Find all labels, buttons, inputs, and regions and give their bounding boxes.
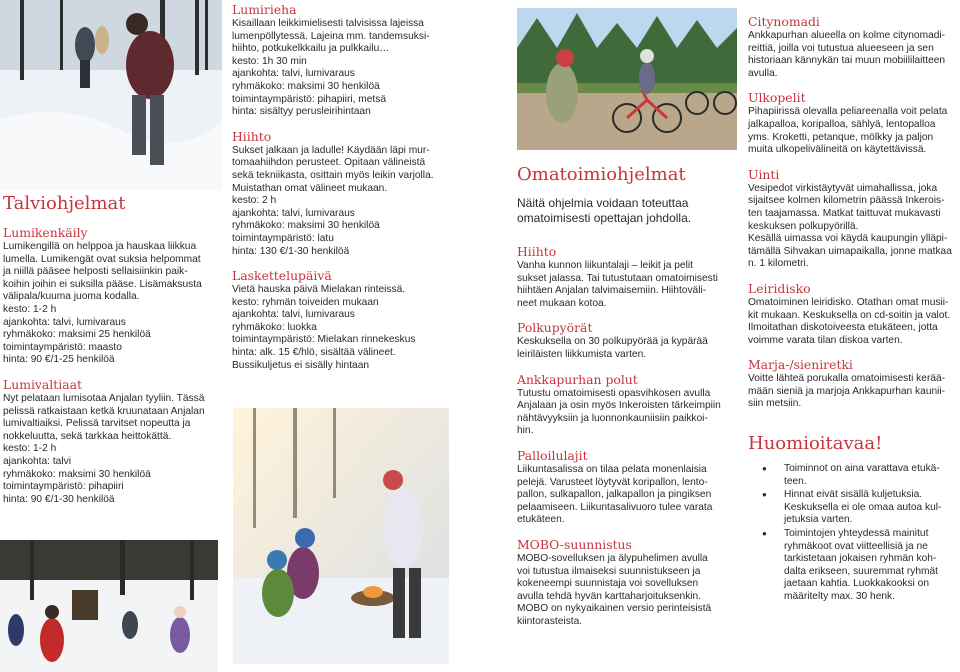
snowshoeing-title: Lumikenkäily [3, 225, 88, 240]
citynomad-title: Citynomadi [748, 14, 820, 29]
winter-programs-heading: Talviohjelmat [3, 193, 126, 214]
snow-rulers-body: Nyt pelataan lumisotaa Anjalan tyyliin. Tässä pelissä ratkaistaan ketkä kruunataan Anjalan lumivaltiaiksi. Pelissä tarvitset nopeutta ja nokkeluutta, sekä tarkkaa heittokättä. kesto: 1-2 h ajankohta: talvi ryhmäkoko: maksimi 30 henkilöä toimintaympäristö: pihapiiri hinta: 90 €/1-30 henkilöä [3, 392, 205, 505]
downhill-day-title: Laskettelupäivä [232, 268, 332, 284]
column-winter-programs-2 [230, 0, 452, 672]
swimming-title: Uinti [748, 166, 780, 182]
camp-disco-body: Omatoiminen leiridisko. Otathan omat musii- kit mukaan. Keskuksella on cd-soitin ja valot. Ilmoitathan diskotoiveesta etukäteen, jotta voimme varata tilan diskoa varten. [748, 296, 951, 346]
ball-games-title: Palloilulajit [517, 447, 588, 463]
mobo-orienteering-title: MOBO-suunnistus [517, 536, 632, 552]
bicycles-body: Keskuksella on 30 polkupyörää ja kypärää leiriläisten liikkumista varten. [517, 336, 708, 360]
outdoor-games-title: Ulkopelit [748, 90, 806, 106]
snowshoe-hiking-photo [0, 0, 222, 190]
self-guided-heading: Omatoimiohjelmat [517, 164, 686, 185]
bicycles-title: Polkupyörät [517, 320, 593, 336]
snow-rulers-title: Lumivaltiaat [3, 376, 82, 392]
self-guided-intro: Näitä ohjelmia voidaan toteuttaa omatoimisesti opettajan johdolla. [517, 196, 692, 225]
camp-disco-title: Leiridisko [748, 280, 811, 296]
snow-frolic-title: Lumirieha [232, 2, 297, 17]
notice-list [748, 463, 960, 604]
snowshoeing-body: Lumikengillä on helppoa ja hauskaa liikkua lumella. Lumikengät ovat suksia helpommat ja niillä pääsee helposti sellaisiinkin paik- koihin joihin ei suksilla pääse. Lisämaksusta välipala/kuuma juoma kodalla. kesto: 1-2 h ajankohta: talvi, lumivaraus ryhmäkoko: maksimi 25 henkilöä toimintaympäristö: maasto hinta: 90 €/1-25 henkilöä [3, 241, 202, 366]
list-item: ● Hinnat eivät sisällä kuljetuksia. Keskuksella ei ole omaa autoa kul- jetuksia varten. [784, 489, 960, 527]
skiing-body: Sukset jalkaan ja ladulle! Käydään läpi mur- tomaahiihdon perusteet. Opitaan välineistä sekä tekniikasta, osittain myös leikin varjolla. Muistathan omat välineet mukaan. kesto: 2 h ajankohta: talvi, lumivaraus ryhmäkoko: maksimi 30 henkilöä toimintaympäristö: latu hinta: 130 €/1-30 henkilöä [232, 144, 434, 257]
skiing-title: Hiihto [232, 128, 272, 144]
ankkapurha-paths-title: Ankkapurhan polut [517, 371, 638, 387]
mobo-orienteering-body: MOBO-sovelluksen ja älypuhelimen avulla voi tutustua ilmaiseksi suunnistukseen ja kokeneempi suunnistaja voi sovelluksen avulla tehdä hyvän karttaharjoituksenkin. MOBO on nykyaikainen versio perinteisistä kiintorasteista. [517, 552, 712, 627]
notice-heading: Huomioitavaa! [748, 433, 883, 455]
ball-games-body: Liikuntasalissa on tilaa pelata monenlaisia pelejä. Varusteet löytyvät koripallon, lento- pallon, sulkapallon, jalkapallon ja pingiksen pelaamiseen. Liikuntasalivuoro tulee varata etukäteen. [517, 463, 713, 526]
column-winter-programs [0, 0, 222, 672]
swimming-body: Vesipedot virkistäytyvät uimahallissa, joka sijaitsee kolmen kilometrin päässä Inkerois- ten taajamassa. Matkat taittuvat mukavasti keskuksen polkupyörillä. Kesällä uimassa voi käydä kaupungin ylläpi- tämällä Sihvakan uimapaikalla, jonne matkaa n. 1 kilometri. [748, 182, 952, 270]
campfire-children-photo [233, 408, 449, 664]
self-skiing-body: Vanha kunnon liikuntalaji – leikit ja pelit sukset jalassa. Tai tutustutaan omatoimisesti hiihtäen Anjalan talvimaisemiin. Hiihtoväli- neet mukaan kotoa. [517, 260, 718, 309]
self-skiing-title: Hiihto [517, 244, 557, 259]
list-item: ● Toimintojen yhteydessä mainitut ryhmäkoot ovat viitteellisiä ja ne tarkistetaan jokaisen ryhmän koh- dalta erikseen, suuremmat ryhmät jaetaan kahtia. Luokkakooksi on määritelty max. 30 henk. [784, 528, 960, 604]
snow-game-photo [0, 540, 218, 672]
ankkapurha-paths-body: Tutustu omatoimisesti opasvihkosen avulla Anjalaan ja osin myös Inkeroisten tärkeimpiin nähtävyyksiin ja luonnonkauniisiin paikkoi- hin. [517, 387, 721, 437]
list-item: ● Toiminnot on aina varattava etukä- teen. [784, 463, 960, 488]
column-activities [747, 0, 960, 672]
cycling-photo [517, 8, 737, 150]
berry-mushroom-trip-body: Voitte lähteä porukalla omatoimisesti kerää- mään sieniä ja marjoja Ankkapurhan kaunii- siin metsiin. [748, 373, 946, 410]
outdoor-games-body: Pihapiirissä olevalla peliareenalla voit pelata jalkapalloa, koripalloa, sählyä, lentopalloa yms. Kroketti, petanque, mölkky ja paljon muita ulkopelivälineitä on käytettävissä. [748, 106, 948, 156]
berry-mushroom-trip-title: Marja-/sieniretki [748, 357, 853, 373]
citynomad-body: Ankkapurhan alueella on kolme citynomadi- reittiä, joilla voi tutustua alueeseen ja sen historiaan kännykän tai muun mobiililaitteen avulla. [748, 30, 946, 79]
downhill-day-body: Vietä hauska päivä Mielakan rinteissä. kesto: ryhmän toiveiden mukaan ajankohta: talvi, lumivaraus ryhmäkoko: luokka toimintaympäristö: Mielakan rinnekeskus hinta: alk. 15 €/hlö, sisältää välineet. Bussikuljetus ei sisälly hintaan [232, 284, 416, 371]
column-self-guided [515, 0, 737, 672]
snow-frolic-body: Kisaillaan leikkimielisesti talvisissa lajeissa lumenpöllytessä. Lajeina mm. tandemsuksi- hiihto, potkukelkkailu ja pulkkailu… kesto: 1h 30 min ajankohta: talvi, lumivaraus ryhmäkoko: maksimi 30 henkilöä toimintaympäristö: pihapiiri, metsä hinta: sisältyy perusleirihintaan [232, 18, 430, 118]
